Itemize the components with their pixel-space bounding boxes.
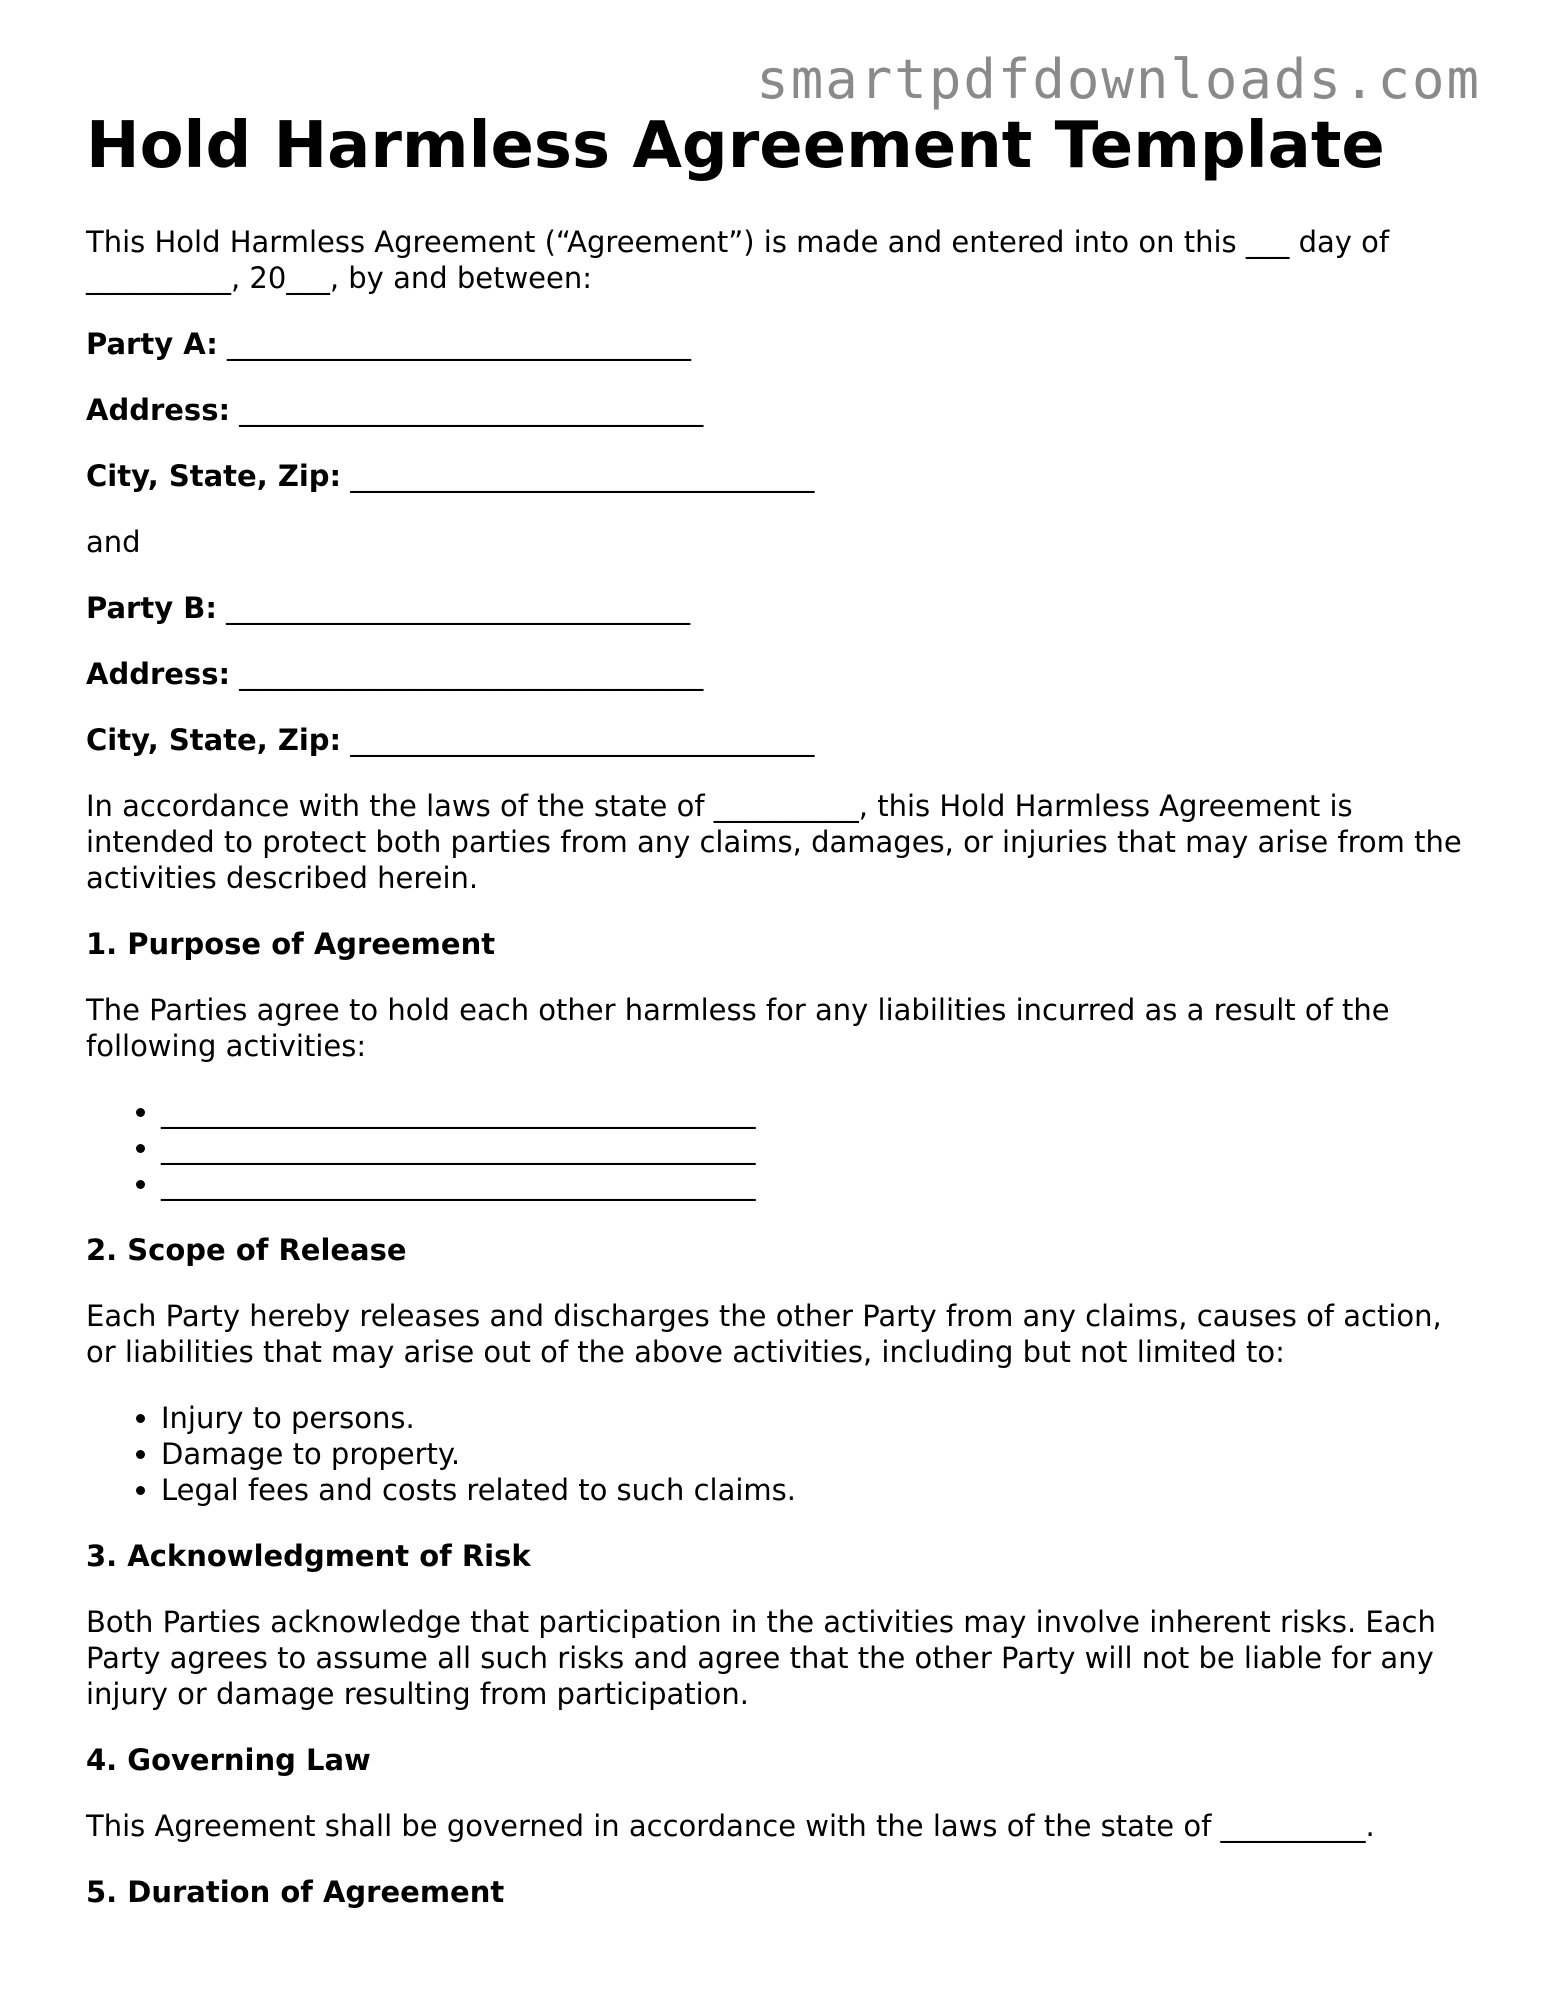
section-purpose-heading: 1. Purpose of Agreement (86, 927, 496, 961)
list-item: • Damage to property. (161, 1436, 1476, 1472)
party-b-address-label: Address: (86, 657, 231, 691)
list-item: • _________________________________________ (161, 1094, 1476, 1130)
party-b-city-blank: ________________________________ (350, 723, 815, 757)
party-a-address-label: Address: (86, 393, 231, 427)
party-a-name-blank: ________________________________ (227, 327, 692, 361)
section-scope-text: Each Party hereby releases and discharges the other Party from any claims, causes of action, or liabilities that may arise out of the above activities, including but not limited to: (86, 1299, 1442, 1369)
list-item: • Injury to persons. (161, 1400, 1476, 1436)
section-law-text: This Agreement shall be governed in accordance with the laws of the state of __________. (86, 1809, 1375, 1843)
party-a-city-label: City, State, Zip: (86, 459, 342, 493)
party-b-name-field (86, 590, 1476, 626)
party-b-city-label: City, State, Zip: (86, 723, 342, 757)
party-b-address-blank: ________________________________ (239, 657, 704, 691)
party-a-city-blank: ________________________________ (350, 459, 815, 493)
party-a-name-label: Party A: (86, 327, 218, 361)
party-b-city-field (86, 722, 1476, 758)
document-page (86, 108, 1476, 1940)
party-a-address-field (86, 392, 1476, 428)
list-item: • Legal fees and costs related to such claims. (161, 1472, 1476, 1508)
intro-paragraph: This Hold Harmless Agreement (“Agreement”) is made and entered into on this ___ day of __________, 20___, by and between: (86, 225, 1390, 295)
party-b-name-blank: ________________________________ (226, 591, 691, 625)
list-item: • _________________________________________ (161, 1166, 1476, 1202)
section-scope-heading: 2. Scope of Release (86, 1233, 407, 1267)
section-law-heading: 4. Governing Law (86, 1743, 371, 1777)
purpose-activities-list (86, 1094, 1476, 1202)
document-title: Hold Harmless Agreement Template (86, 109, 1385, 183)
section-purpose-text: The Parties agree to hold each other harmless for any liabilities incurred as a result of the following activities: (86, 993, 1390, 1063)
party-a-name-field (86, 326, 1476, 362)
scope-items-list (86, 1400, 1476, 1508)
watermark: smartpdfdownloads.com (756, 48, 1481, 111)
section-duration-heading: 5. Duration of Agreement (86, 1875, 505, 1909)
laws-paragraph: In accordance with the laws of the state of __________, this Hold Harmless Agreement is intended to protect both parties from any claims, damages, or injuries that may arise from the activities described herein. (86, 789, 1462, 895)
party-a-city-field (86, 458, 1476, 494)
party-a-address-blank: ________________________________ (239, 393, 704, 427)
party-b-name-label: Party B: (86, 591, 217, 625)
and-text: and (86, 525, 141, 559)
party-b-address-field (86, 656, 1476, 692)
section-risk-text: Both Parties acknowledge that participation in the activities may involve inherent risks. Each Party agrees to assume all such risks and agree that the other Party will not be liable for any injury or damage resulting from participation. (86, 1605, 1436, 1711)
list-item: • _________________________________________ (161, 1130, 1476, 1166)
section-risk-heading: 3. Acknowledgment of Risk (86, 1539, 531, 1573)
